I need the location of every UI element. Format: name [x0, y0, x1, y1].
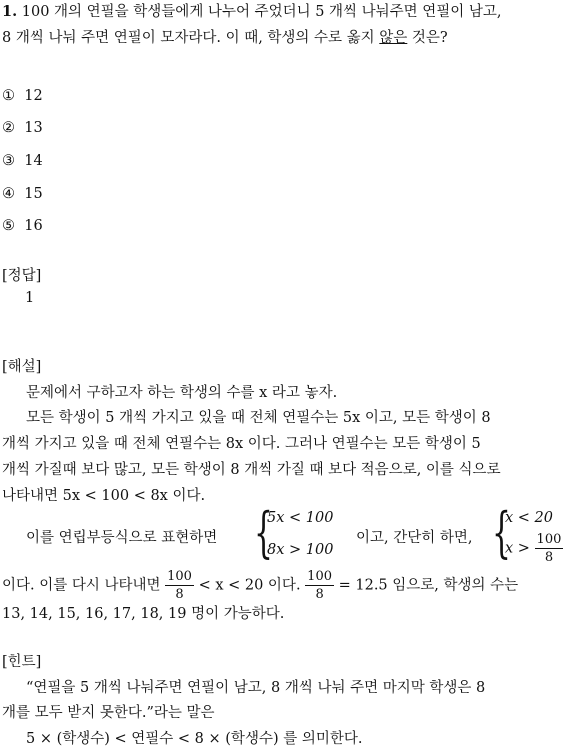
solution-p1: 문제에서 구하고자 하는 학생의 수를 x 라고 놓자. — [26, 385, 338, 401]
solution-header: [해설] — [2, 359, 42, 375]
solution-p3-mid: 이고, 간단히 하면, — [356, 530, 473, 546]
hint-header: [힌트] — [2, 654, 42, 670]
hint-line3: 5 × (학생수) < 연필수 < 8 × (학생수) 를 의미한다. — [26, 731, 363, 747]
choice-1[interactable]: ① 12 — [2, 88, 43, 104]
choice-2[interactable]: ② 13 — [2, 120, 43, 136]
choice-4[interactable]: ④ 15 — [2, 186, 43, 202]
hint-line1: “연필을 5 개씩 나눠주면 연필이 남고, 8 개씩 나눠 주면 마지막 학생은 8 — [26, 680, 486, 696]
problem-number: 1. — [2, 3, 18, 20]
system-brace-2: { — [492, 501, 511, 564]
choice-3[interactable]: ③ 14 — [2, 153, 43, 169]
solution-p3-pre: 이를 연립부등식으로 표현하면 — [26, 530, 218, 546]
emphasis-not: 않은 — [379, 30, 408, 46]
choice-5[interactable]: ⑤ 16 — [2, 218, 43, 234]
answer-value: 1 — [25, 290, 35, 306]
solution-p4: 이다. 이를 다시 나타내면 $\frac{100}{8}$ < x < 20 이다. $\frac{100}{8}$ = 12.5 임으로, 학생의 수는 — [2, 569, 519, 602]
solution-p2-line1: 모든 학생이 5 개씩 가지고 있을 때 전체 연필수는 5x 이고, 모든 학생이 8 — [26, 410, 491, 426]
fraction-100-over-8: $\frac{100}{8}$ — [167, 569, 192, 602]
problem-statement — [2, 0, 502, 21]
answer-header: [정답] — [2, 268, 42, 284]
solution-p2-line2: 개씩 가지고 있을 때 전체 연필수는 8x 이다. 그러나 연필수는 모든 학생이 5 — [2, 436, 481, 452]
fraction-100-over-8: $\frac{100}{8}$ — [307, 569, 332, 602]
solution-p2-line4: 나타내면 5x < 100 < 8x 이다. — [2, 488, 206, 504]
system1-line-a: 5x < 100 — [267, 510, 334, 526]
problem-line-1: 100 개의 연필을 학생들에게 나누어 주었더니 5 개씩 나눠주면 연필이 남고, — [21, 4, 502, 20]
hint-line2: 개를 모두 받지 못한다.”라는 말은 — [2, 705, 215, 721]
problem-line-2: 8 개씩 나눠 주면 연필이 모자라다. 이 때, 학생의 수로 옳지 않은 것은? — [2, 30, 448, 46]
fraction-100-over-8: $\frac{100}{8}$ — [536, 532, 562, 565]
system2-line-b: x > $\frac{100}{8}$ — [505, 532, 562, 565]
solution-p2-line3: 개씩 가질때 보다 많고, 모든 학생이 8 개씩 가질 때 보다 적음으로, 이를 식으로 — [2, 462, 501, 478]
system1-line-b: 8x > 100 — [267, 542, 334, 558]
system-brace-1: { — [254, 501, 273, 564]
system2-line-a: x < 20 — [505, 510, 553, 526]
solution-p5: 13, 14, 15, 16, 17, 18, 19 명이 가능하다. — [2, 606, 285, 622]
